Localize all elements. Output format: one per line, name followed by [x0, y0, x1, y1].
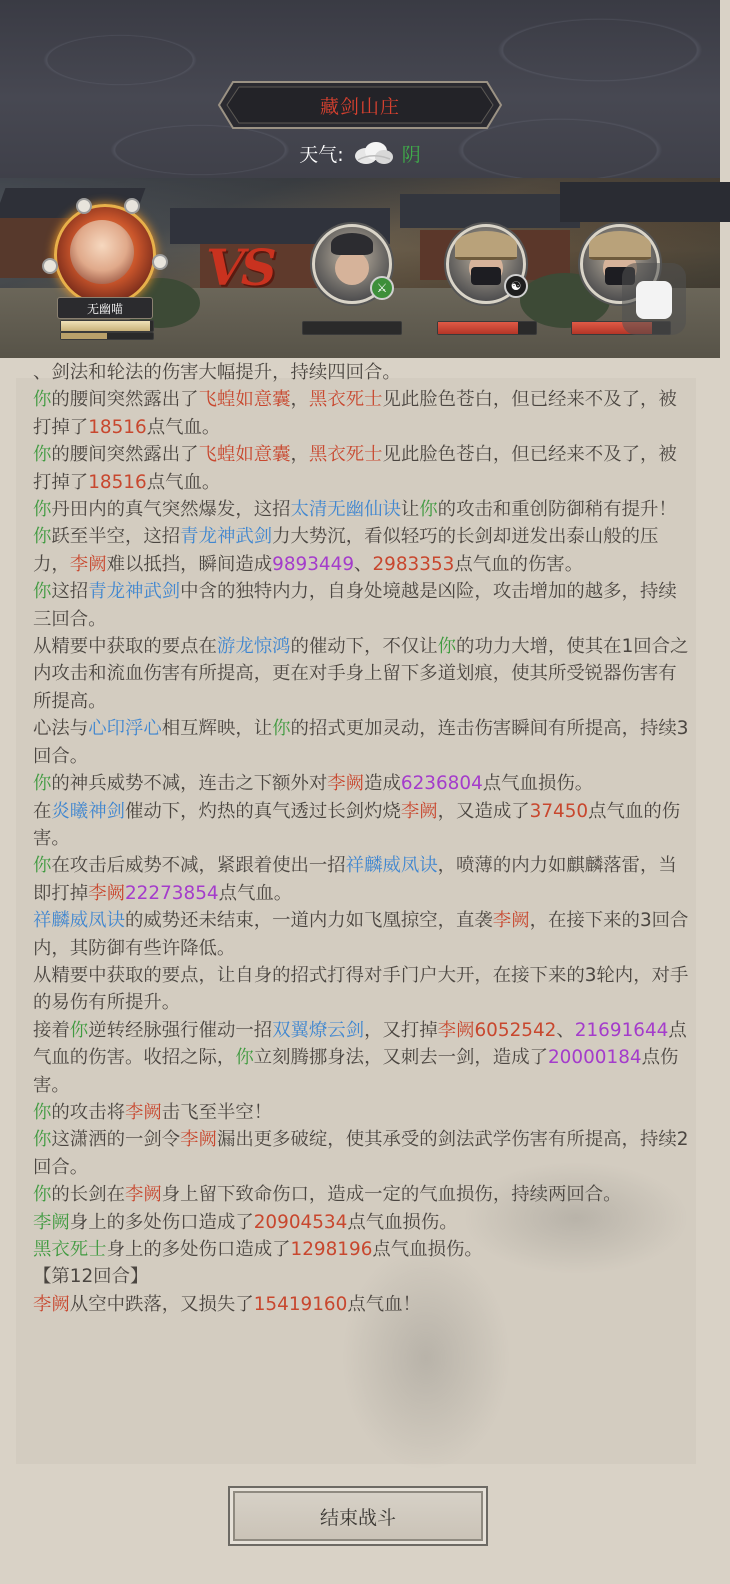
log-actor: 你 [272, 718, 291, 740]
weather-row [0, 138, 720, 168]
log-highlight: 6052542 [474, 1019, 557, 1041]
log-text: 的攻击将 [51, 1101, 125, 1123]
log-line [33, 715, 689, 770]
log-highlight: 李阙 [180, 1129, 217, 1151]
log-line [33, 1263, 689, 1290]
log-line [33, 1236, 689, 1263]
log-damage: 22273854 [124, 882, 219, 904]
log-actor: 你 [33, 581, 52, 603]
log-actor: 李阙 [33, 1211, 70, 1233]
log-actor: 你 [235, 1047, 254, 1069]
log-skill: 游龙惊鸿 [216, 636, 291, 658]
location-plate [219, 82, 501, 128]
log-skill: 炎曦神剑 [51, 800, 125, 822]
player-mp-bar [60, 332, 154, 340]
log-actor: 你 [33, 444, 52, 466]
log-text: 中含的独特内力，自身处境越是凶险，攻击增加的越多，持续三回合。 [33, 581, 677, 630]
log-highlight: 18516 [88, 471, 147, 493]
player-portrait [70, 220, 134, 284]
log-text: 点气血的伤害。收招之际， [33, 1019, 687, 1069]
log-highlight: 李阙 [124, 1184, 162, 1206]
log-damage: 20000184 [547, 1047, 642, 1069]
log-text: 让 [400, 499, 420, 521]
log-text: 的腰间突然露出了 [51, 389, 199, 411]
log-text: 的催动下，不仅让 [290, 636, 438, 658]
log-actor: 你 [33, 526, 52, 548]
black-mask [471, 267, 501, 285]
log-text: 跃至半空，这招 [51, 526, 181, 548]
log-actor: 你 [33, 773, 52, 795]
log-text: 、剑法和轮法的伤害大幅提升，持续四回合。 [33, 362, 401, 383]
log-damage: 21691644 [574, 1019, 669, 1041]
log-text: 见此脸色苍白，但已经来不及了，被打掉了 [33, 389, 677, 438]
buff-orb-icon [76, 198, 92, 214]
end-battle-button[interactable]: 结束战斗 [228, 1486, 488, 1546]
battle-log-content [33, 359, 689, 1318]
log-highlight: 李阙 [400, 800, 438, 822]
log-line [33, 441, 689, 496]
log-actor: 你 [33, 389, 52, 411]
log-text: 、 [354, 553, 373, 575]
log-damage: 9893449 [272, 553, 355, 575]
log-text: 的威势还未结束，一道内力如飞凰掠空，直袭 [124, 910, 493, 932]
scenery-roof [560, 182, 730, 222]
log-text: 从精要中获取的要点在 [33, 636, 217, 658]
log-line [33, 496, 689, 523]
buff-orb-icon [152, 254, 168, 270]
bamboo-hat [455, 231, 517, 260]
log-text: 催动下，灼热的真气透过长剑灼烧 [124, 800, 401, 822]
log-actor: 你 [69, 1019, 89, 1041]
log-line [33, 386, 689, 441]
log-line [33, 852, 689, 907]
log-line [33, 1017, 689, 1099]
log-text: 这潇洒的一剑令 [51, 1129, 181, 1151]
log-line [33, 1291, 689, 1318]
log-text: 点气血损伤。 [347, 1211, 458, 1233]
log-text: 点气血。 [146, 416, 221, 438]
player-hp-bar [60, 320, 154, 332]
weather-label: 天气: [299, 143, 344, 166]
log-text: 在 [33, 800, 52, 822]
player-avatar[interactable] [48, 198, 158, 308]
enemy-hp-bar [302, 321, 402, 335]
weather-value: 阴 [401, 143, 421, 166]
log-text: 点气血损伤。 [372, 1239, 483, 1260]
log-text: 力大势沉，看似轻巧的长剑却迸发出泰山般的压力， [33, 526, 659, 575]
log-text: 接着 [33, 1019, 70, 1041]
log-highlight: 李阙 [88, 882, 125, 904]
log-text: 点气血！ [347, 1293, 421, 1315]
log-text: 点伤害。 [33, 1047, 679, 1096]
log-text: ，在接下来的3回合内，其防御有些许降低。 [33, 910, 689, 959]
log-line [33, 1209, 689, 1236]
log-line [33, 578, 689, 633]
buff-orb-icon [124, 198, 140, 214]
log-text: 身上的多处伤口造成了 [69, 1211, 254, 1233]
log-text: 点气血。 [218, 882, 293, 904]
log-actor: 你 [33, 855, 52, 877]
log-highlight: 飞蝗如意囊 [198, 389, 291, 411]
enemy-hp-fill [438, 322, 518, 334]
log-text: 的腰间突然露出了 [51, 444, 199, 466]
floating-assist-button[interactable] [622, 263, 686, 335]
log-highlight: 20904534 [253, 1211, 348, 1233]
log-text: 造成 [364, 773, 401, 795]
log-line [33, 1181, 689, 1208]
log-actor: 你 [33, 1129, 52, 1151]
log-highlight: 李阙 [33, 1293, 70, 1315]
log-actor: 你 [33, 1101, 52, 1123]
log-text: 丹田内的真气突然爆发，这招 [51, 499, 291, 521]
log-text: 、 [556, 1019, 575, 1041]
log-line [33, 523, 689, 578]
log-text: 身上留下致命伤口，造成一定的气血损伤，持续两回合。 [161, 1184, 622, 1206]
log-skill: 青龙神武剑 [88, 581, 181, 603]
log-skill: 青龙神武剑 [180, 526, 273, 548]
log-text: 相互辉映，让 [161, 718, 273, 740]
log-actor: 你 [437, 636, 457, 658]
log-line [33, 907, 689, 962]
log-actor: 你 [33, 1184, 52, 1206]
log-highlight: 1298196 [290, 1239, 373, 1260]
log-actor: 你 [419, 499, 438, 521]
enemy-hp-bar [437, 321, 537, 335]
log-actor: 黑衣死士 [33, 1239, 107, 1260]
vs-emblem: VS [206, 238, 273, 297]
player-name: 无幽喵 [57, 297, 153, 319]
log-text: 立刻腾挪身法，又刺去一剑，造成了 [253, 1047, 548, 1069]
log-text: 难以抵挡，瞬间造成 [106, 553, 273, 575]
player-hp-fill [61, 321, 150, 331]
bamboo-hat [589, 231, 651, 260]
battle-log[interactable] [16, 362, 696, 1464]
log-highlight: 李阙 [327, 773, 365, 795]
log-text: 击飞至半空！ [161, 1101, 273, 1123]
battle-scene [0, 178, 720, 356]
assist-icon [636, 281, 672, 319]
location-title: 藏剑山庄 [319, 95, 400, 118]
log-text: 这招 [51, 581, 89, 603]
log-line [33, 962, 689, 1017]
log-line [33, 770, 689, 797]
log-text: ， [290, 389, 309, 411]
log-text: 的招式更加灵动，连击伤害瞬间有所提高，持续3回合。 [33, 718, 689, 767]
log-text: 身上的多处伤口造成了 [106, 1239, 291, 1260]
log-text: ，又打掉 [364, 1019, 438, 1041]
log-text: 漏出更多破绽，使其承受的剑法武学伤害有所提高，持续2回合。 [33, 1129, 689, 1178]
log-text: 的长剑在 [51, 1184, 125, 1206]
log-text: ，又造成了 [437, 800, 530, 822]
log-text: 从精要中获取的要点，让自身的招式打得对手门户大开，在接下来的3轮内，对手的易伤有所提升。 [33, 964, 689, 1014]
log-line [33, 1126, 689, 1181]
log-actor: 你 [33, 499, 52, 521]
log-skill: 太清无幽仙诀 [290, 499, 401, 521]
log-highlight: 黑衣死士 [308, 444, 383, 466]
log-line [33, 798, 689, 853]
log-text: 见此脸色苍白，但已经来不及了，被打掉了 [33, 444, 677, 493]
log-text: 逆转经脉强行催动一招 [88, 1019, 273, 1041]
log-text: 点气血的伤害。 [454, 553, 584, 575]
player-mp-fill [61, 333, 107, 339]
log-text: 的神兵威势不减，连击之下额外对 [51, 773, 328, 795]
log-line [33, 633, 689, 715]
log-text: ，喷薄的内力如麒麟落雷，当即打掉 [33, 855, 677, 904]
log-text: 点气血损伤。 [482, 773, 594, 795]
log-highlight: 飞蝗如意囊 [198, 444, 291, 466]
log-highlight: 2983353 [372, 553, 455, 575]
log-line [33, 1099, 689, 1126]
enemy-portrait [335, 251, 369, 285]
log-highlight: 李阙 [492, 910, 530, 932]
log-highlight: 李阙 [69, 553, 107, 575]
log-line [33, 359, 689, 386]
yinyang-badge-icon: ☯ [504, 274, 528, 298]
scenery-roof [400, 194, 580, 228]
log-text: ， [290, 444, 309, 466]
enemy-hair [331, 233, 373, 255]
log-text: 从空中跌落，又损失了 [69, 1293, 254, 1315]
log-skill: 祥麟威凤诀 [345, 855, 438, 877]
log-text: 心法与 [33, 718, 89, 740]
log-text: 的攻击和重创防御稍有提升！ [437, 499, 677, 521]
log-skill: 双翼燎云剑 [272, 1019, 365, 1041]
log-text: 【第12回合】 [33, 1266, 149, 1288]
log-highlight: 18516 [88, 416, 147, 438]
log-text: 的功力大增，使其在1回合之内攻击和流血伤害有所提高，更在对手身上留下多道划痕，使其所受锐器伤害有所提高。 [33, 636, 689, 712]
log-text: 点气血。 [146, 471, 221, 493]
sword-badge-icon: ⚔ [370, 276, 394, 300]
log-highlight: 李阙 [437, 1019, 475, 1041]
log-text: 在攻击后威势不减，紧跟着使出一招 [51, 855, 346, 877]
log-highlight: 李阙 [124, 1101, 162, 1123]
log-highlight: 15419160 [253, 1293, 348, 1315]
log-damage: 6236804 [400, 773, 483, 795]
log-skill: 祥麟威凤诀 [33, 910, 125, 932]
header [0, 0, 720, 178]
log-skill: 心印浮心 [88, 718, 162, 740]
cloud-icon [352, 140, 394, 166]
log-highlight: 黑衣死士 [308, 389, 383, 411]
log-highlight: 37450 [529, 800, 589, 822]
log-text: 点气血的伤害。 [33, 800, 681, 849]
buff-orb-icon [42, 258, 58, 274]
